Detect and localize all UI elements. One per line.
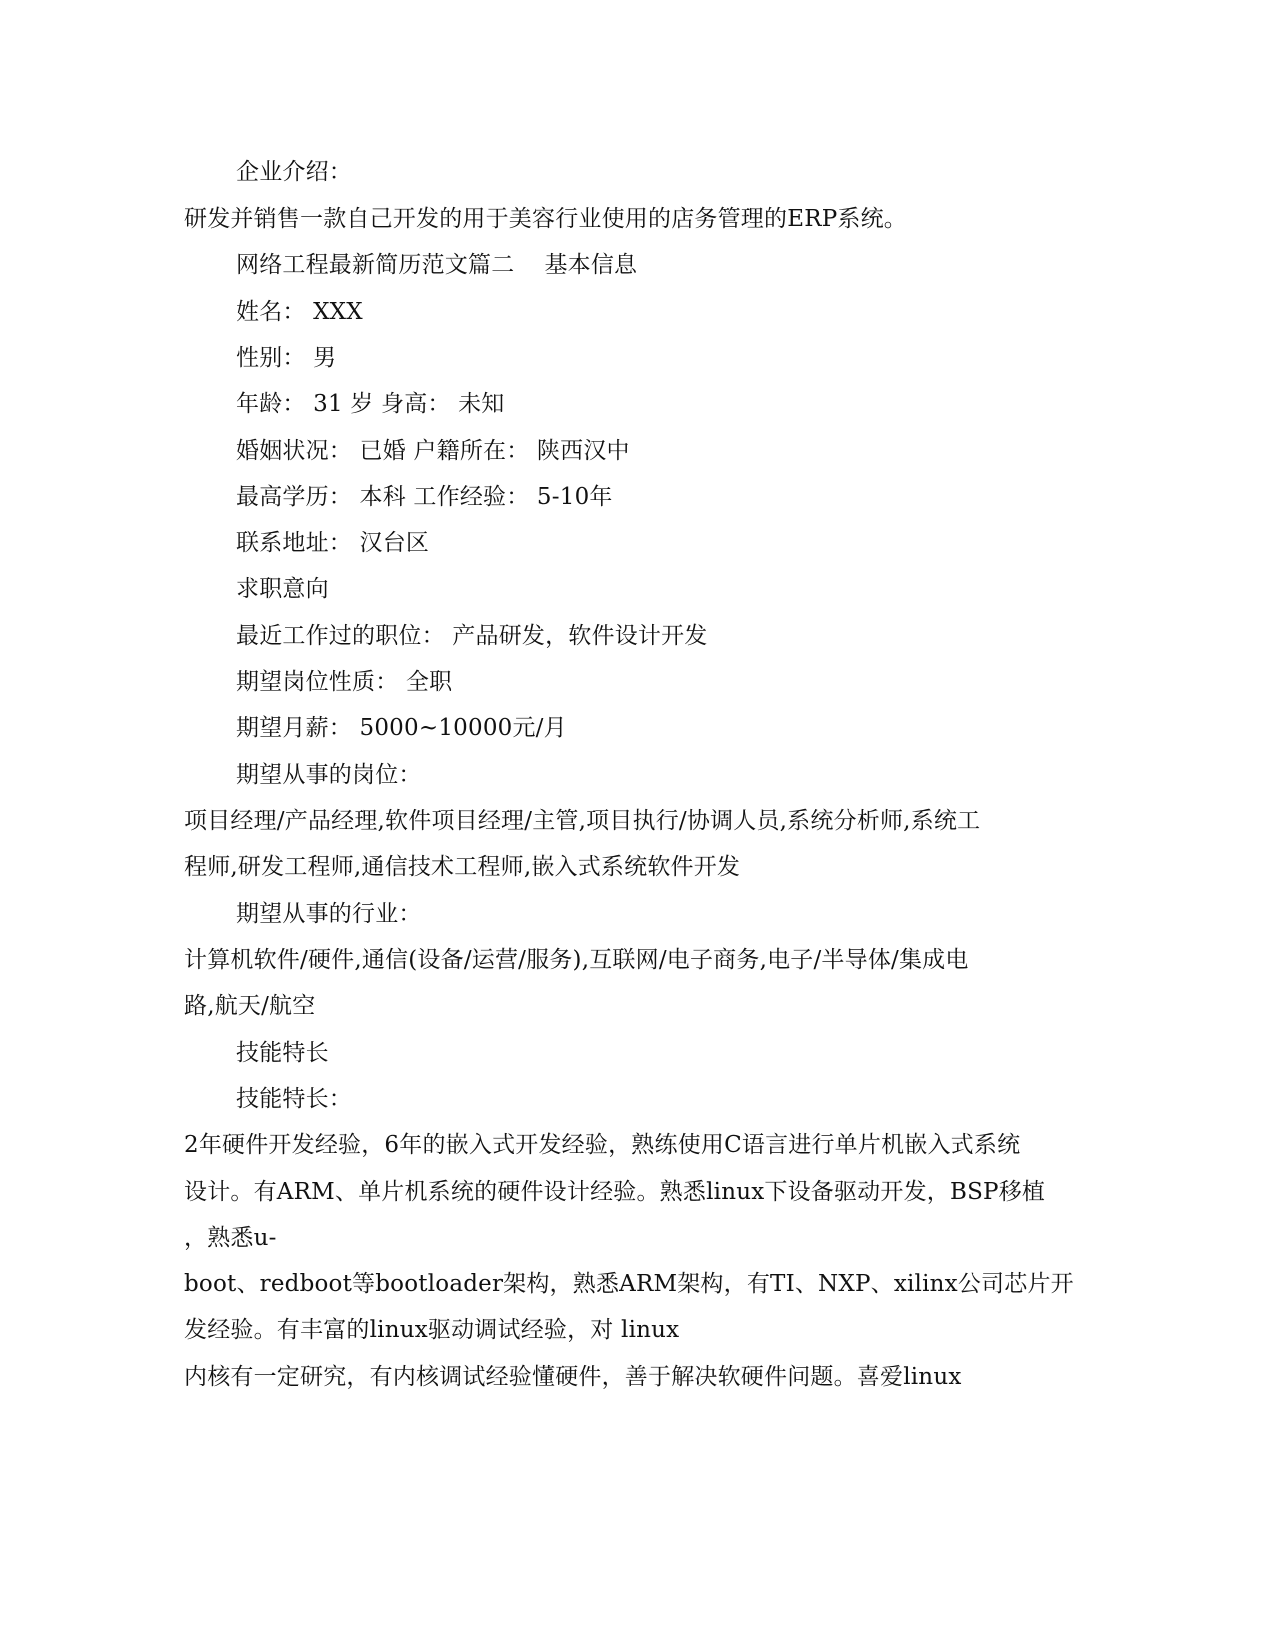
text-line: 2年硬件开发经验，6年的嵌入式开发经验，熟练使用C语言进行单片机嵌入式系统 <box>184 1132 1021 1158</box>
section-heading: 网络工程最新简历范文篇二 基本信息 <box>236 252 638 278</box>
section-heading: 求职意向 <box>236 576 329 602</box>
text-line: boot、redboot等bootloader架构，熟悉ARM架构，有TI、NXP、xilinx公司芯片开 <box>184 1271 1074 1297</box>
text-line: 期望岗位性质： 全职 <box>236 669 453 695</box>
text-line: 婚姻状况： 已婚 户籍所在： 陕西汉中 <box>236 438 630 464</box>
section-heading: 技能特长 <box>236 1040 329 1066</box>
text-line: 期望从事的岗位： <box>236 762 422 788</box>
text-line: 企业介绍： <box>236 159 352 185</box>
text-line: 研发并销售一款自己开发的用于美容行业使用的店务管理的ERP系统。 <box>184 206 907 232</box>
text-line: 期望月薪： 5000~10000元/月 <box>236 715 567 741</box>
text-line: 发经验。有丰富的linux驱动调试经验，对 linux <box>184 1317 680 1343</box>
text-line: 项目经理/产品经理,软件项目经理/主管,项目执行/协调人员,系统分析师,系统工 <box>184 808 981 834</box>
text-line: 最近工作过的职位： 产品研发，软件设计开发 <box>236 623 708 649</box>
text-line: 内核有一定研究，有内核调试经验懂硬件，善于解决软硬件问题。喜爱linux <box>184 1364 962 1390</box>
text-line: 计算机软件/硬件,通信(设备/运营/服务),互联网/电子商务,电子/半导体/集成电 <box>184 947 969 973</box>
text-line: 最高学历： 本科 工作经验： 5-10年 <box>236 484 613 510</box>
text-line: ，熟悉u- <box>184 1225 277 1251</box>
text-line: 期望从事的行业： <box>236 901 422 927</box>
text-line: 程师,研发工程师,通信技术工程师,嵌入式系统软件开发 <box>184 854 741 880</box>
text-line: 技能特长： <box>236 1086 352 1112</box>
text-line: 联系地址： 汉台区 <box>236 530 430 556</box>
text-line: 设计。有ARM、单片机系统的硬件设计经验。熟悉linux下设备驱动开发，BSP移植 <box>184 1179 1046 1205</box>
text-line: 性别： 男 <box>236 345 337 371</box>
text-line: 姓名： XXX <box>236 299 363 325</box>
text-line: 年龄： 31 岁 身高： 未知 <box>236 391 505 417</box>
text-line: 路,航天/航空 <box>184 993 316 1019</box>
